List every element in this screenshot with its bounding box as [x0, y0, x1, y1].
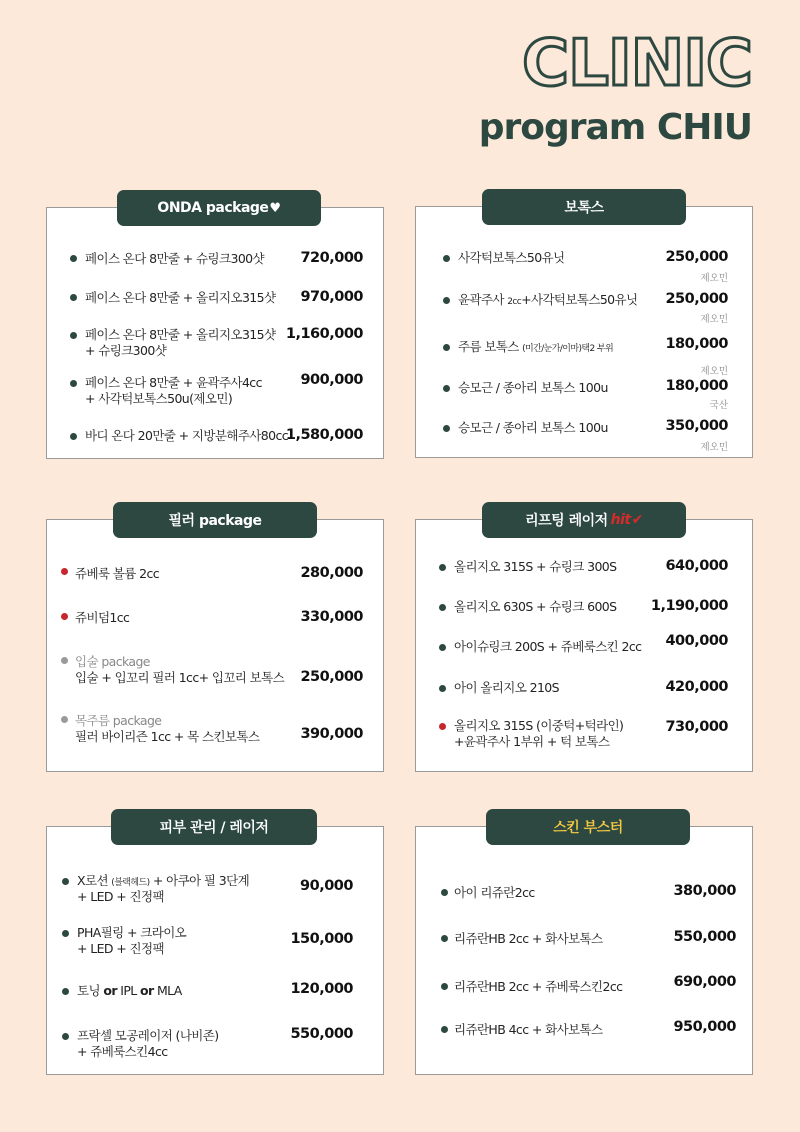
list-item: 아이 리쥬란2cc: [454, 885, 535, 900]
list-item: 승모근 / 종아리 보톡스 100u: [458, 420, 608, 435]
bullet-icon: [443, 425, 450, 432]
skin-tab-label: 피부 관리 / 레이저: [159, 820, 269, 836]
bullet-icon: [439, 604, 446, 611]
bullet-icon: [443, 255, 450, 262]
lifting-tab-label: 리프팅 레이저: [525, 513, 608, 529]
list-item-line2: + LED + 진정팩: [77, 941, 164, 956]
bullet-icon: [62, 930, 69, 937]
booster-tab-label: 스킨 부스터: [553, 820, 623, 836]
bullet-icon: [70, 433, 77, 440]
bullet-icon: [62, 1033, 69, 1040]
item-text-b: +사각턱보톡스50유닛: [521, 292, 638, 307]
list-item: [77, 982, 182, 999]
item-price: 420,000: [665, 679, 728, 695]
item-text-a: 주름 보톡스: [458, 339, 523, 354]
page-subtitle: program CHIU: [478, 107, 752, 148]
lifting-laser-card: [415, 512, 753, 772]
item-text-a: X로션: [77, 873, 112, 888]
list-item: 필러 바이리즌 1cc + 목 스킨보톡스: [75, 729, 260, 744]
item-price: 180,000: [665, 336, 728, 352]
bullet-icon: [70, 380, 77, 387]
list-item: 페이스 온다 8만줄 + 윤곽주사4cc: [85, 375, 262, 390]
bullet-icon: [443, 297, 450, 304]
item-price: 250,000: [300, 669, 363, 685]
page-title: CLINIC: [522, 27, 752, 101]
lifting-laser-tab: [482, 502, 686, 538]
bullet-icon: [443, 344, 450, 351]
list-item: 아이슈링크 200S + 쥬베룩스킨 2cc: [454, 639, 642, 654]
item-price: 400,000: [665, 633, 728, 649]
item-note: 제오민: [700, 273, 728, 284]
item-text-small: (블랙헤드): [111, 878, 150, 888]
hit-badge: hit: [610, 512, 631, 528]
item-price: 390,000: [300, 726, 363, 742]
item-price: 690,000: [673, 974, 736, 990]
list-item: 페이스 온다 8만줄 + 올리지오315샷: [85, 290, 276, 305]
item-text-a: 윤곽주사: [458, 292, 508, 307]
item-price: 350,000: [665, 418, 728, 434]
item-text-small: (미간/눈가/이마)택2 부위: [522, 344, 614, 354]
item-note: 제오민: [700, 314, 728, 325]
bullet-icon: [70, 294, 77, 301]
item-note: 제오민: [700, 366, 728, 377]
item-text-small: 2cc: [507, 297, 522, 307]
list-item: 쥬베룩 볼륨 2cc: [75, 566, 160, 581]
item-text-b: + 아쿠아 필 3단계: [149, 873, 250, 888]
item-price: 380,000: [673, 883, 736, 899]
list-item: 올리지오 315S + 슈링크 300S: [454, 559, 617, 574]
onda-package-card: [46, 200, 384, 459]
filler-package-tab: [113, 502, 317, 538]
botox-tab-label: 보톡스: [564, 200, 604, 216]
item-text-a: 토닝: [77, 983, 104, 998]
bullet-icon: [62, 988, 69, 995]
heart-icon: ♥: [269, 200, 281, 216]
list-item-line2: + 사각턱보톡스50u(제오민): [85, 391, 233, 406]
bullet-icon: [441, 889, 448, 896]
item-note: 국산: [709, 400, 728, 411]
item-price: 250,000: [665, 249, 728, 265]
list-item: [458, 291, 638, 311]
list-item-label: [75, 712, 161, 729]
list-item-label: [75, 653, 150, 670]
item-text-b: IPL: [116, 983, 141, 998]
item-price: 950,000: [673, 1019, 736, 1035]
bullet-icon: [439, 564, 446, 571]
item-price: 1,580,000: [285, 427, 363, 443]
item-price: 1,160,000: [285, 326, 363, 342]
item-text-c: MLA: [153, 983, 182, 998]
item-or-1: or: [103, 983, 117, 998]
bullet-icon: [439, 723, 446, 730]
botox-card: [415, 200, 753, 458]
bullet-icon: [62, 878, 69, 885]
list-item: 리쥬란HB 4cc + 화사보톡스: [454, 1022, 603, 1037]
list-item: 올리지오 630S + 슈링크 600S: [454, 599, 617, 614]
list-item: 리쥬란HB 2cc + 쥬베룩스킨2cc: [454, 979, 623, 994]
bullet-icon: [441, 1026, 448, 1033]
item-price: 120,000: [290, 981, 353, 997]
list-item: 프락셀 모공레이저 (나비존): [77, 1028, 219, 1043]
botox-tab: [482, 189, 686, 225]
item-price: 280,000: [300, 565, 363, 581]
bullet-icon: [441, 983, 448, 990]
skin-booster-card: [415, 820, 753, 1075]
onda-tab-label: ONDA package: [157, 200, 269, 216]
item-price: 1,190,000: [650, 598, 728, 614]
bullet-icon: [61, 716, 68, 723]
item-or-2: or: [140, 983, 154, 998]
item-price: 90,000: [300, 878, 353, 894]
list-item: 사각턱보톡스50유닛: [458, 250, 565, 265]
item-price: 180,000: [665, 378, 728, 394]
item-price: 150,000: [290, 931, 353, 947]
list-item-line2: +윤곽주사 1부위 + 턱 보톡스: [454, 734, 610, 749]
item-price: 720,000: [300, 250, 363, 266]
item-price: 970,000: [300, 289, 363, 305]
list-item: 쥬비덤1cc: [75, 610, 130, 625]
item-price: 730,000: [665, 719, 728, 735]
skin-care-laser-card: [46, 820, 384, 1075]
skin-care-laser-tab: [111, 809, 317, 845]
filler-tab-label: 필러 package: [168, 513, 262, 529]
bullet-icon: [443, 385, 450, 392]
list-item: 승모근 / 종아리 보톡스 100u: [458, 380, 608, 395]
item-price: 550,000: [673, 929, 736, 945]
list-item: 페이스 온다 8만줄 + 슈링크300샷: [85, 251, 265, 266]
bullet-icon: [61, 657, 68, 664]
bullet-icon: [61, 568, 68, 575]
list-item-line2: + LED + 진정팩: [77, 889, 164, 904]
list-item: 리쥬란HB 2cc + 화사보톡스: [454, 931, 603, 946]
skin-booster-tab: [486, 809, 690, 845]
bullet-icon: [441, 935, 448, 942]
list-item: PHA필링 + 크라이오: [77, 925, 187, 940]
list-item-line2: + 쥬베룩스킨4cc: [77, 1044, 168, 1059]
item-price: 250,000: [665, 291, 728, 307]
bullet-icon: [439, 644, 446, 651]
item-price: 550,000: [290, 1026, 353, 1042]
list-item: 올리지오 315S (이중턱+턱라인): [454, 718, 624, 733]
filler-package-card: [46, 513, 384, 772]
list-item: 페이스 온다 8만줄 + 올리지오315샷: [85, 327, 276, 342]
item-price: 640,000: [665, 558, 728, 574]
package-label: 목주름 package: [75, 713, 162, 728]
item-note: 제오민: [700, 442, 728, 453]
bullet-icon: [61, 613, 68, 620]
package-label: 입술 package: [75, 654, 150, 669]
check-icon: ✔: [631, 512, 643, 528]
bullet-icon: [439, 685, 446, 692]
list-item-line2: + 슈링크300샷: [85, 343, 167, 358]
bullet-icon: [70, 332, 77, 339]
list-item: 입술 + 입꼬리 필러 1cc+ 입꼬리 보톡스: [75, 670, 285, 685]
list-item: 바디 온다 20만줄 + 지방분해주사80cc: [85, 428, 289, 443]
list-item: 아이 올리지오 210S: [454, 680, 559, 695]
list-item: [458, 338, 613, 358]
item-price: 330,000: [300, 609, 363, 625]
onda-package-tab: [117, 190, 321, 226]
item-price: 900,000: [300, 372, 363, 388]
bullet-icon: [70, 255, 77, 262]
